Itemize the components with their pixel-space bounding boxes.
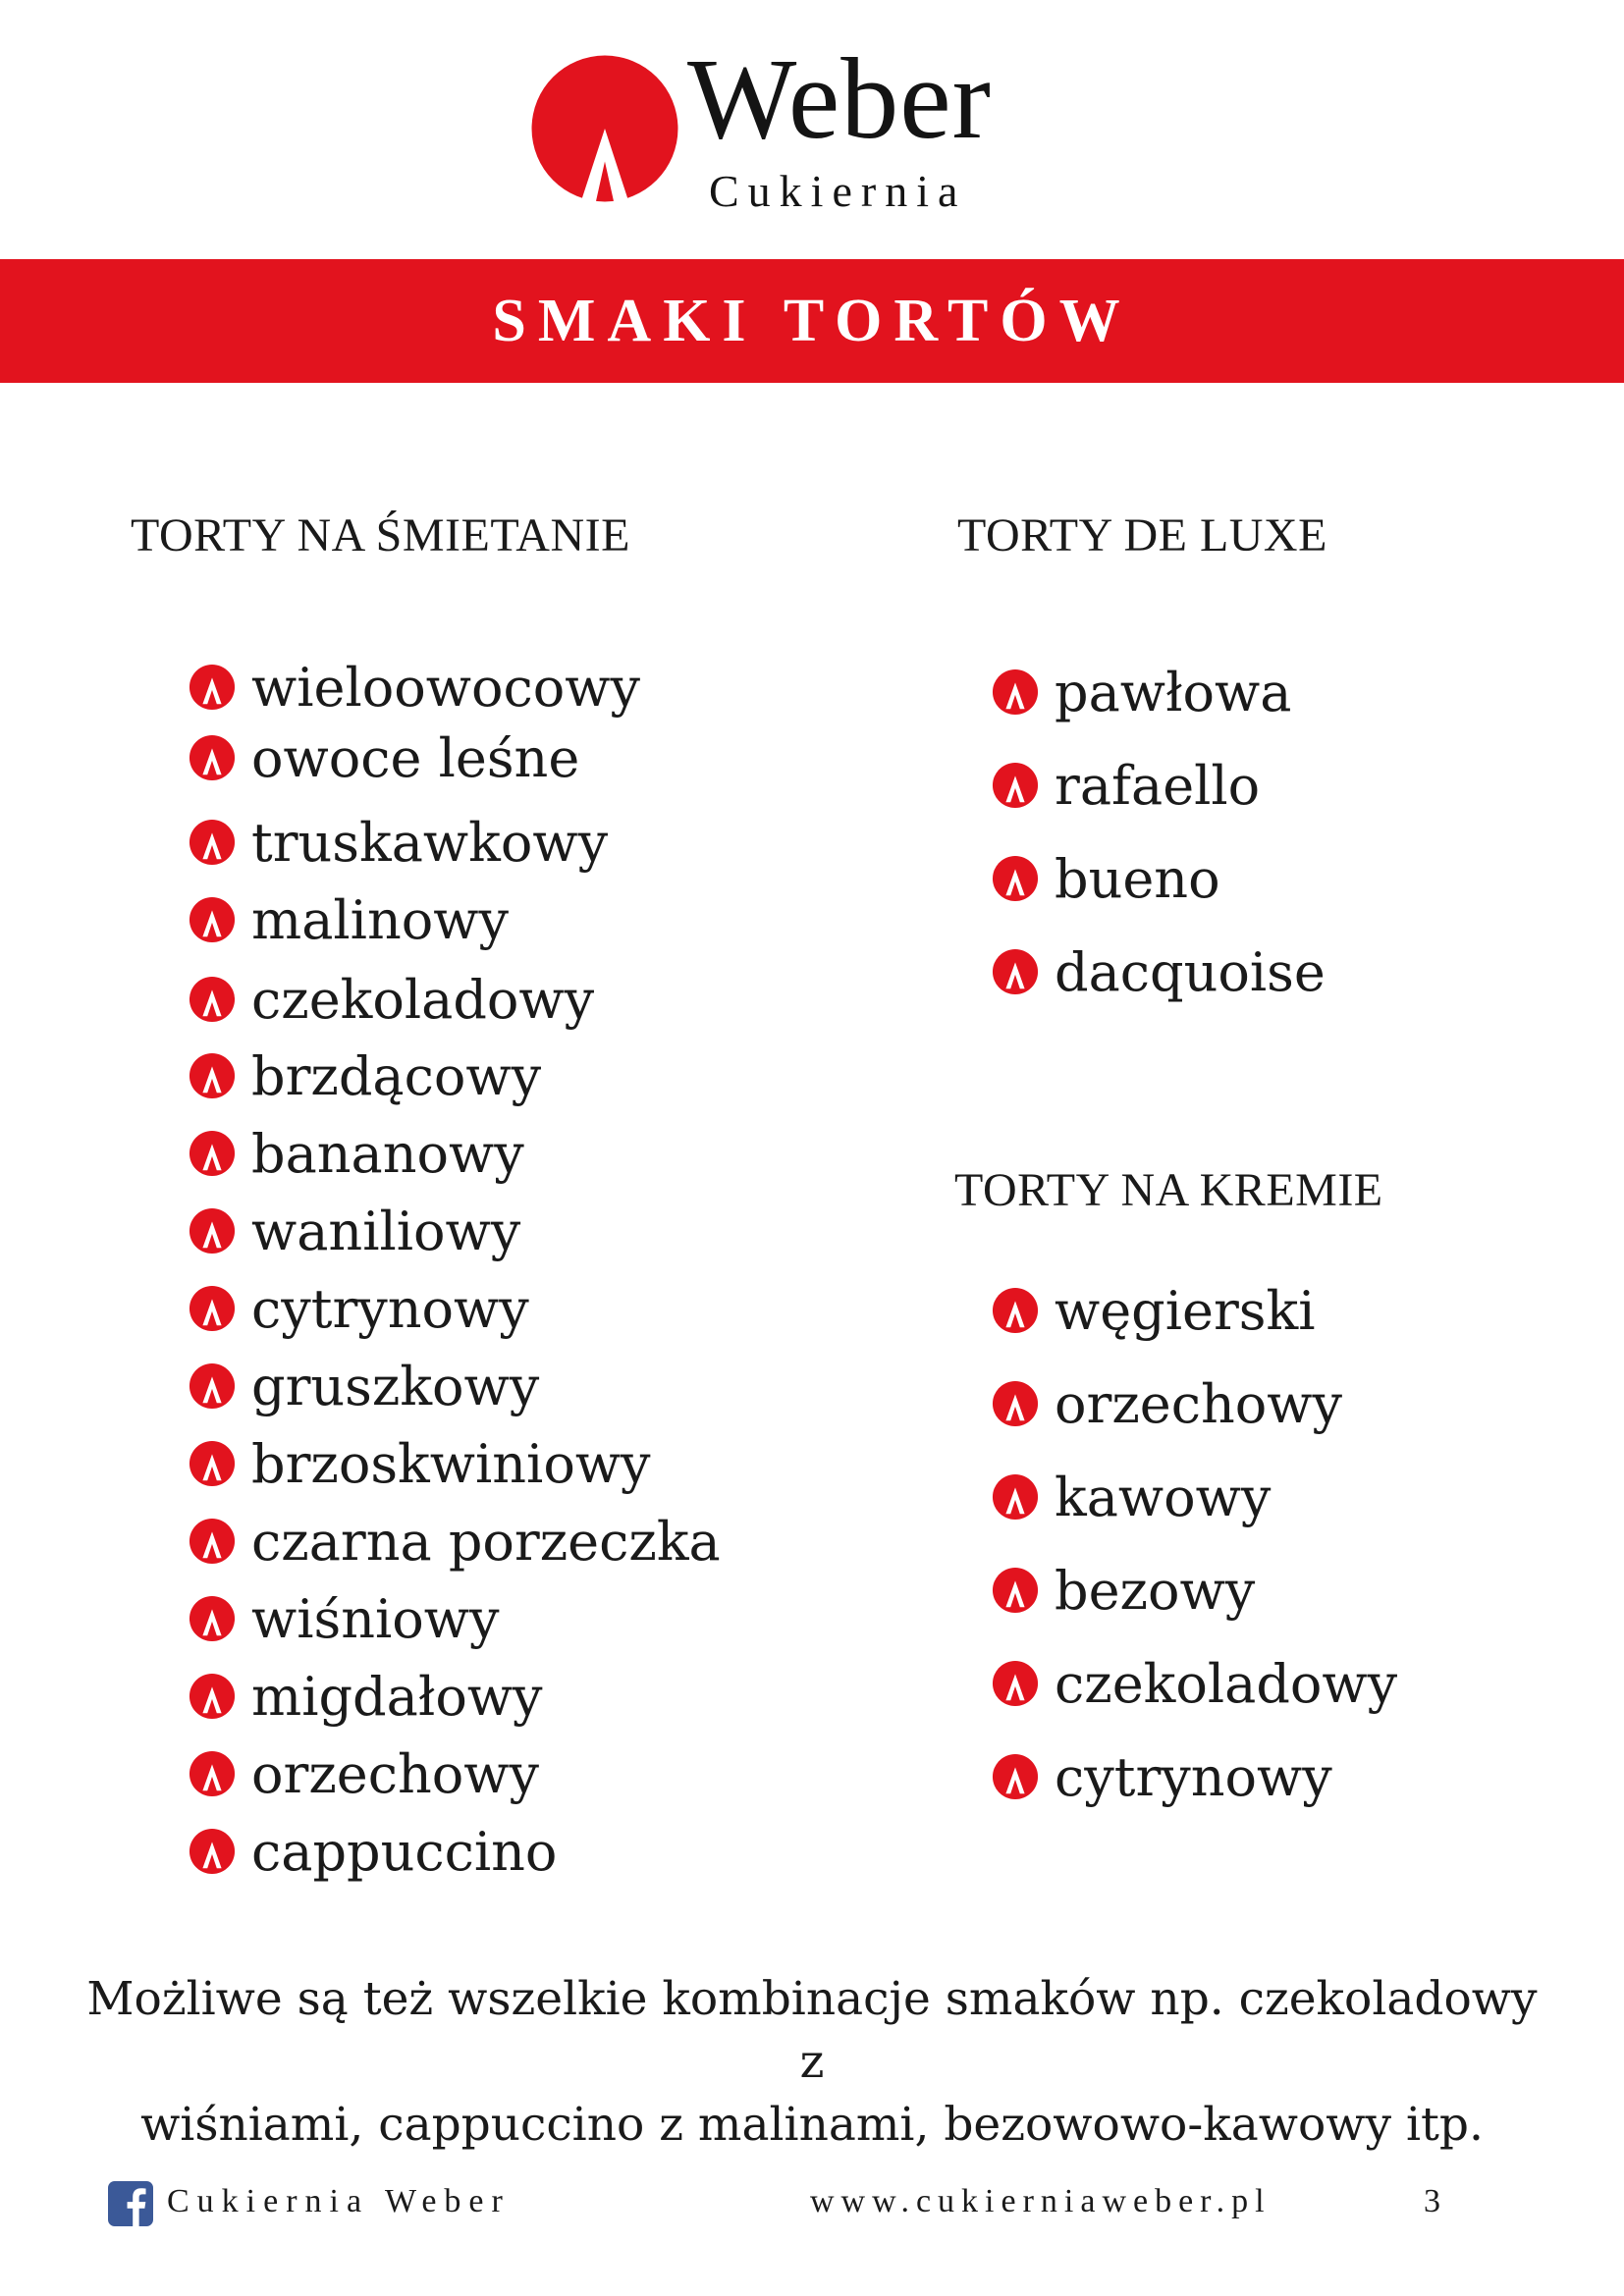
list-item: cytrynowy xyxy=(992,1747,1332,1806)
weber-bullet-icon xyxy=(992,1380,1039,1427)
weber-bullet-icon xyxy=(992,855,1039,902)
list-item: brzdącowy xyxy=(189,1046,541,1105)
page-title: SMAKI TORTÓW xyxy=(492,287,1132,354)
list-item: kawowy xyxy=(992,1468,1271,1526)
list-item: dacquoise xyxy=(992,942,1326,1001)
weber-logo-icon xyxy=(530,54,679,203)
weber-bullet-icon xyxy=(189,1130,236,1177)
list-item: czekoladowy xyxy=(992,1654,1397,1713)
brand-logo xyxy=(530,34,1041,216)
weber-bullet-icon xyxy=(992,948,1039,995)
list-item: bananowy xyxy=(189,1124,524,1183)
brand-name: Weber xyxy=(687,34,992,163)
list-item: wiśniowy xyxy=(189,1589,500,1648)
facebook-page-name[interactable]: Cukiernia Weber xyxy=(167,2183,511,2219)
weber-bullet-icon xyxy=(992,668,1039,716)
facebook-icon[interactable] xyxy=(108,2181,153,2226)
section-heading-smietana: TORTY NA ŚMIETANIE xyxy=(131,509,630,561)
list-item: gruszkowy xyxy=(189,1357,539,1415)
weber-bullet-icon xyxy=(189,734,236,781)
list-item: cytrynowy xyxy=(189,1279,529,1338)
brand-subtitle: Cukiernia xyxy=(709,166,967,216)
weber-bullet-icon xyxy=(992,762,1039,809)
section-heading-krem: TORTY NA KREMIE xyxy=(954,1164,1383,1216)
weber-bullet-icon xyxy=(189,1828,236,1875)
combinations-note xyxy=(79,1968,1545,2157)
list-item: pawłowa xyxy=(992,663,1291,721)
weber-bullet-icon xyxy=(189,1595,236,1642)
weber-bullet-icon xyxy=(189,1440,236,1487)
note-line-1: Możliwe są też wszelkie kombinacje smaków np. czekoladowy z xyxy=(86,1972,1538,2089)
list-item: truskawkowy xyxy=(189,813,608,872)
weber-bullet-icon xyxy=(189,896,236,943)
weber-bullet-icon xyxy=(992,1567,1039,1614)
weber-bullet-icon xyxy=(189,1518,236,1565)
weber-bullet-icon xyxy=(189,819,236,866)
list-item: owoce leśne xyxy=(189,728,579,787)
section-heading-deluxe: TORTY DE LUXE xyxy=(957,509,1327,561)
weber-bullet-icon xyxy=(189,1052,236,1099)
list-item: bezowy xyxy=(992,1561,1255,1620)
list-item: węgierski xyxy=(992,1281,1316,1340)
weber-bullet-icon xyxy=(992,1473,1039,1521)
title-banner xyxy=(0,259,1624,383)
weber-bullet-icon xyxy=(189,976,236,1023)
page-number: 3 xyxy=(1424,2183,1440,2219)
list-item: orzechowy xyxy=(992,1374,1342,1433)
weber-bullet-icon xyxy=(992,1660,1039,1707)
list-item: cappuccino xyxy=(189,1822,557,1881)
weber-bullet-icon xyxy=(189,664,236,711)
weber-bullet-icon xyxy=(992,1753,1039,1800)
weber-bullet-icon xyxy=(189,1362,236,1410)
list-item: czarna porzeczka xyxy=(189,1512,721,1571)
weber-bullet-icon xyxy=(189,1285,236,1332)
list-item: malinowy xyxy=(189,890,509,949)
weber-bullet-icon xyxy=(189,1673,236,1720)
list-item: wieloowocowy xyxy=(189,658,640,717)
list-item: migdałowy xyxy=(189,1667,543,1726)
weber-bullet-icon xyxy=(189,1207,236,1255)
list-item: orzechowy xyxy=(189,1744,539,1803)
website-link[interactable]: www.cukierniaweber.pl xyxy=(810,2183,1272,2219)
weber-bullet-icon xyxy=(992,1287,1039,1334)
list-item: bueno xyxy=(992,849,1220,908)
list-item: rafaello xyxy=(992,756,1260,815)
list-item: brzoskwiniowy xyxy=(189,1434,651,1493)
list-item: czekoladowy xyxy=(189,970,594,1029)
weber-bullet-icon xyxy=(189,1750,236,1797)
note-line-2: wiśniami, cappuccino z malinami, bezowowo-kawowy itp. xyxy=(140,2098,1484,2152)
list-item: waniliowy xyxy=(189,1201,520,1260)
